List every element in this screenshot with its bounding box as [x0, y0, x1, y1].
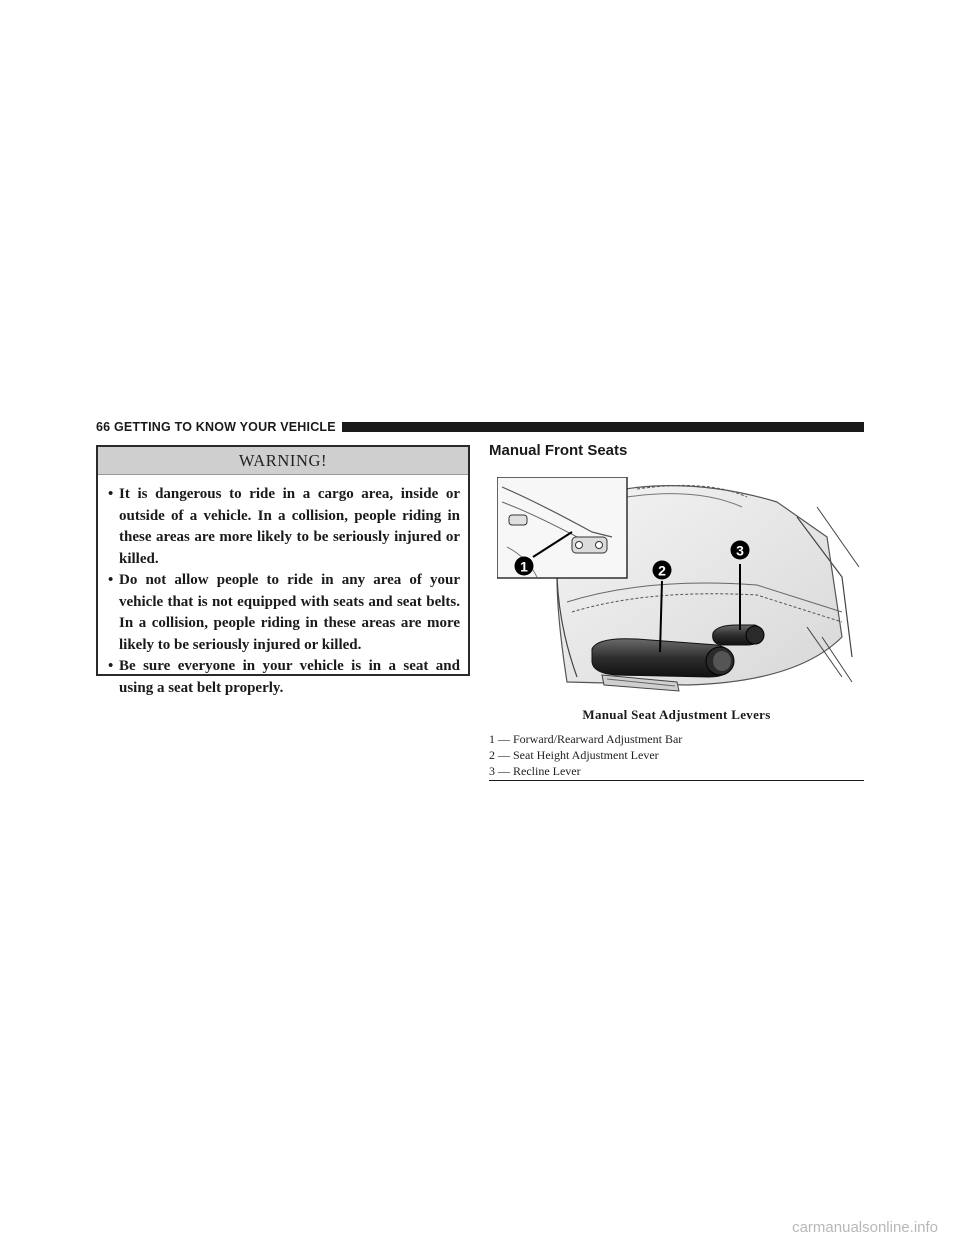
callout-2-label: 2: [658, 562, 666, 579]
bullet-icon: •: [108, 572, 114, 588]
warning-item-text: It is dangerous to ride in a cargo area, inside or outside of a vehicle. In a collision, people riding in these areas are more likely to be seriously injured or killed.: [119, 486, 460, 567]
warning-item: [108, 484, 460, 570]
legend-item: 2 — Seat Height Adjustment Lever: [489, 748, 659, 762]
seat-adjustment-figure: [497, 477, 867, 704]
warning-item: [108, 570, 460, 656]
warning-item-text: Be sure everyone in your vehicle is in a seat and using a seat belt properly.: [119, 658, 460, 696]
header-rule: [342, 422, 864, 432]
page-header-text: 66 GETTING TO KNOW YOUR VEHICLE: [96, 420, 336, 434]
warning-item: [108, 656, 460, 699]
callout-3-label: 3: [736, 542, 744, 559]
legend-item: 3 — Recline Lever: [489, 764, 581, 778]
warning-box: [96, 445, 470, 696]
legend-item: 1 — Forward/Rearward Adjustment Bar: [489, 732, 683, 746]
bullet-icon: •: [108, 658, 114, 674]
legend-rule: [489, 780, 864, 781]
warning-title: WARNING!: [98, 447, 468, 475]
seat-illustration: [497, 477, 867, 704]
callout-1-label: 1: [520, 558, 528, 575]
watermark: carmanualsonline.info: [792, 1219, 938, 1236]
page-header: [96, 419, 864, 435]
bullet-icon: •: [108, 486, 114, 502]
figure-caption: Manual Seat Adjustment Levers: [582, 707, 771, 722]
warning-list: [98, 475, 468, 699]
warning-item-text: Do not allow people to ride in any area of your vehicle that is not equipped with seats and seat belts. In a collision, people riding in these areas are more likely to be seriously injured or killed.: [119, 572, 460, 653]
section-title: Manual Front Seats: [489, 442, 628, 459]
figure-legend: [489, 731, 864, 779]
